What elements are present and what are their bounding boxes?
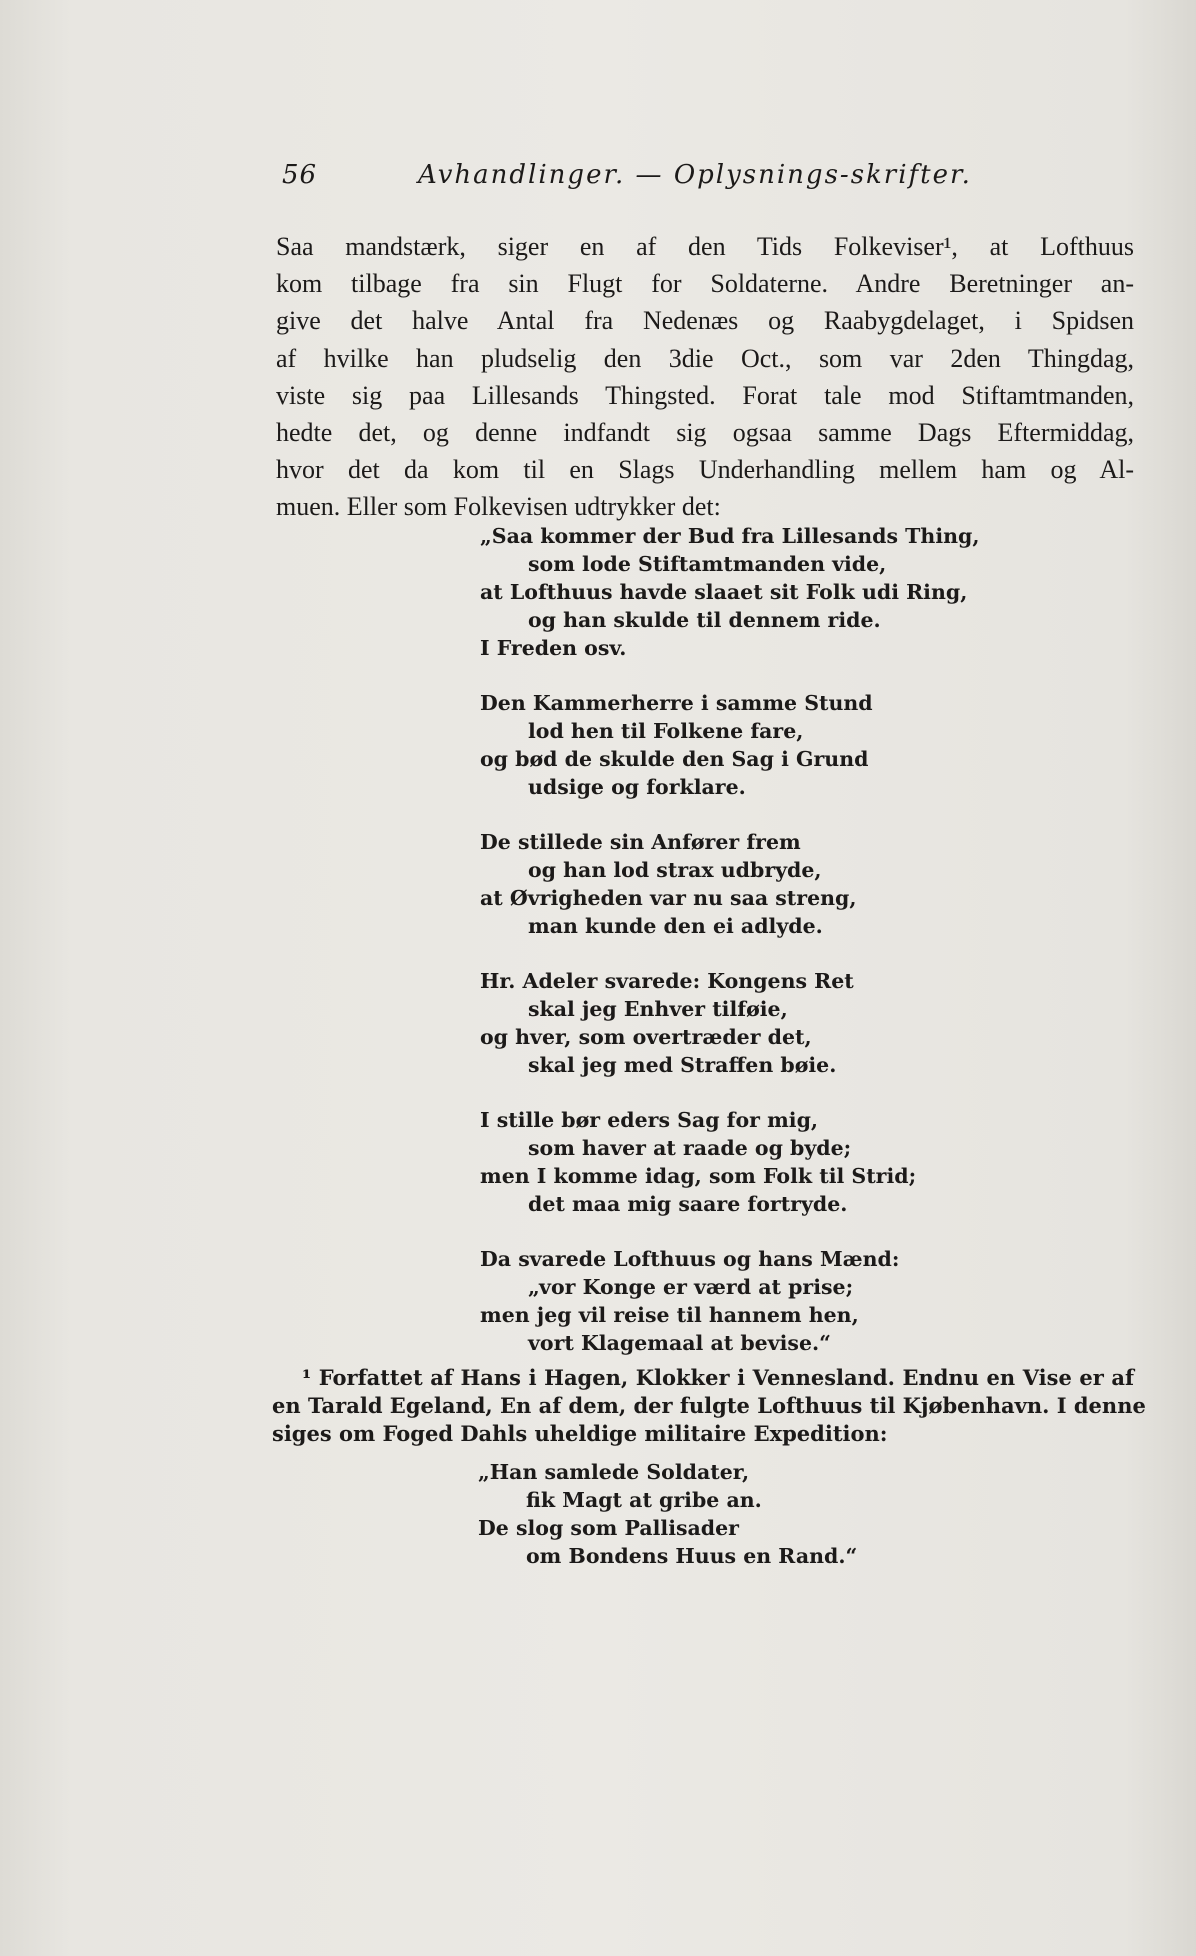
verse-line: og han skulde til dennem ride. bbox=[528, 608, 881, 632]
body-paragraph bbox=[276, 228, 1134, 526]
verse-line: „vor Konge er værd at prise; bbox=[528, 1275, 854, 1299]
verse-line: det maa mig saare fortryde. bbox=[528, 1192, 848, 1216]
running-title: Avhandlinger. — Oplysnings-skrifter. bbox=[418, 160, 972, 190]
verse-line: at Lofthuus havde slaaet sit Folk udi Ring, bbox=[480, 580, 968, 604]
body-line: Saa mandstærk, siger en af den Tids Folkeviser¹, at Lofthuus bbox=[276, 232, 1134, 261]
verse-line: vort Klagemaal at bevise.“ bbox=[528, 1331, 831, 1355]
stanza bbox=[480, 689, 979, 801]
verse-line: I stille bør eders Sag for mig, bbox=[480, 1108, 819, 1132]
verse-line: og hver, som overtræder det, bbox=[480, 1025, 812, 1049]
verse-line: men I komme idag, som Folk til Strid; bbox=[480, 1164, 917, 1188]
verse-line: „Saa kommer der Bud fra Lillesands Thing, bbox=[480, 524, 980, 548]
footnote-line: ¹ Forfattet af Hans i Hagen, Klokker i Vennesland. Endnu en Vise er af bbox=[302, 1365, 1134, 1390]
body-line: give det halve Antal fra Nedenæs og Raabygdelaget, i Spidsen bbox=[276, 306, 1134, 336]
verse-line: Da svarede Lofthuus og hans Mænd: bbox=[480, 1247, 900, 1271]
stanza bbox=[480, 522, 979, 662]
body-line: hedte det, og denne indfandt sig ogsaa samme Dags Eftermiddag, bbox=[276, 417, 1134, 447]
verse-line: at Øvrigheden var nu saa streng, bbox=[480, 886, 857, 910]
verse-line: man kunde den ei adlyde. bbox=[528, 914, 823, 938]
body-line: viste sig paa Lillesands Thingsted. Forat tale mod Stiftamtmanden, bbox=[276, 380, 1134, 410]
verse-line: skal jeg Enhver tilføie, bbox=[528, 997, 788, 1021]
verse-line: I Freden osv. bbox=[480, 636, 627, 660]
stanza bbox=[480, 828, 979, 940]
verse-line: men jeg vil reise til hannem hen, bbox=[480, 1303, 859, 1327]
page-number: 56 bbox=[282, 160, 318, 190]
stanza bbox=[480, 967, 979, 1079]
footnote bbox=[272, 1364, 1146, 1448]
stanza bbox=[480, 1106, 979, 1218]
verse-line: De slog som Pallisader bbox=[478, 1516, 739, 1540]
verse-line: som lode Stiftamtmanden vide, bbox=[528, 552, 887, 576]
body-line: kom tilbage fra sin Flugt for Soldaterne. Andre Beretninger an- bbox=[276, 269, 1134, 299]
verse-line: Den Kammerherre i samme Stund bbox=[480, 691, 873, 715]
verse-line: skal jeg med Straffen bøie. bbox=[528, 1053, 837, 1077]
verse-line: som haver at raade og byde; bbox=[528, 1136, 852, 1160]
verse-line: „Han samlede Soldater, bbox=[478, 1460, 750, 1484]
verse-line: om Bondens Huus en Rand.“ bbox=[526, 1544, 858, 1568]
verse-line: Hr. Adeler svarede: Kongens Ret bbox=[480, 969, 854, 993]
footnote-verse bbox=[478, 1458, 857, 1570]
verse-line: og han lod strax udbryde, bbox=[528, 858, 822, 882]
page-header bbox=[282, 160, 1052, 200]
footnote-line: siges om Foged Dahls uheldige militaire Expedition: bbox=[272, 1421, 888, 1446]
body-line: hvor det da kom til en Slags Underhandling mellem ham og Al- bbox=[276, 455, 1134, 485]
verse-line: fik Magt at gribe an. bbox=[526, 1488, 762, 1512]
stanza bbox=[480, 1245, 979, 1357]
verse-line: De stillede sin Anfører frem bbox=[480, 830, 801, 854]
body-line: muen. Eller som Folkevisen udtrykker det: bbox=[276, 492, 721, 522]
footnote-line: en Tarald Egeland, En af dem, der fulgte Lofthuus til Kjøbenhavn. I denne bbox=[272, 1393, 1146, 1418]
body-line: af hvilke han pludselig den 3die Oct., som var 2den Thingdag, bbox=[276, 343, 1134, 373]
verse-line: lod hen til Folkene fare, bbox=[528, 719, 804, 743]
verse-line: og bød de skulde den Sag i Grund bbox=[480, 747, 869, 771]
verse-line: udsige og forklare. bbox=[528, 775, 746, 799]
folk-song-verse bbox=[480, 522, 979, 1384]
